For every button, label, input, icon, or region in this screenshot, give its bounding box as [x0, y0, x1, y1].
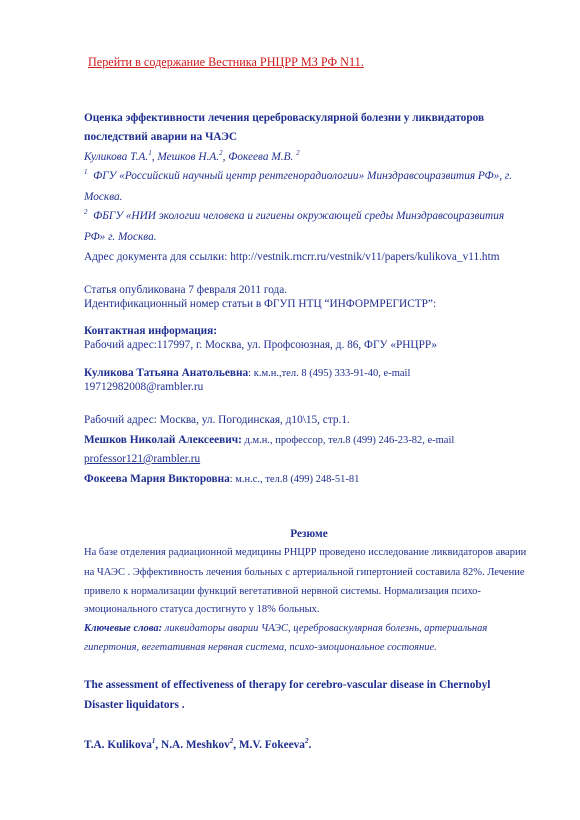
contact-meshkov-info: д.м.н., профессор, тел.8 (499) 246-23-82, e-mail	[241, 435, 455, 446]
affiliation-1-line-2: Москва.	[84, 191, 123, 203]
work-address-1: Рабочий адрес:117997, г. Москва, ул. Профсоюзная, д. 86, ФГУ «РНЦРР»	[84, 339, 438, 351]
keywords-label: Ключевые слова:	[84, 623, 163, 634]
affiliation-2-text: ФБГУ «НИИ экологии человека и гигиены окружающей среды Минздравсоцразвития	[93, 210, 505, 222]
contact-meshkov-email[interactable]: professor121@rambler.ru	[84, 453, 201, 465]
affiliation-1-number: 1	[84, 168, 88, 177]
author-1-affil: 1	[148, 149, 152, 158]
author-2-affil: 2	[219, 149, 223, 158]
resume-line-3: привело к нормализации функций вегетативной нервной системы. Нормализация психо-	[84, 586, 481, 597]
work-address-2: Рабочий адрес: Москва, ул. Погодинская, д10\15, стр.1.	[84, 414, 350, 426]
contact-meshkov-name: Мешков Николай Алексеевич:	[84, 434, 242, 446]
document-address: Адрес документа для ссылки: http://vestnik.rncrr.ru/vestnik/v11/papers/kulikova_v11.htm	[84, 251, 500, 263]
en-author-2-affil: 2	[229, 737, 234, 746]
en-author-3-affil: 2	[304, 737, 309, 746]
resume-line-1: На базе отделения радиационной медицины РНЦРР проведено исследование ликвидаторов аварии	[84, 547, 527, 558]
contact-meshkov	[84, 434, 454, 446]
article-identifier: Идентификационный номер статьи в ФГУП НТЦ “ИНФОРМРЕГИСТР”:	[84, 298, 437, 310]
affiliation-2-number: 2	[84, 208, 88, 217]
resume-heading: Резюме	[290, 528, 328, 540]
affiliation-1-line-1	[84, 170, 540, 182]
contact-kulikova-info: : к.м.н.,тел. 8 (495) 333-91-40, e-mail	[248, 368, 411, 379]
affiliation-2-line-2: РФ» г. Москва.	[84, 231, 157, 243]
article-title-line-2: последствий аварии на ЧАЭС	[84, 131, 238, 143]
journal-contents-link[interactable]: Перейти в содержание Вестника РНЦРР МЗ РФ N11.	[88, 55, 364, 69]
affiliation-1-text: ФГУ «Российский научный центр рентгенорадиологии» Минздравсоцразвития РФ», г.	[93, 170, 512, 182]
author-1: Куликова Т.А.	[84, 151, 149, 163]
english-title-line-1: The assessment of effectiveness of therapy for cerebro-vascular disease in Chernobyl	[84, 679, 491, 691]
keywords-text-1: ликвидаторы аварии ЧАЭС, цереброваскулярная болезнь, артериальная	[162, 623, 488, 634]
en-author-3: , M.V. Fokeeva	[233, 739, 305, 751]
english-authors	[84, 739, 311, 751]
contact-fokeeva-info: : м.н.с., тел.8 (499) 248-51-81	[229, 474, 360, 485]
author-3-affil: 2	[296, 149, 300, 158]
contact-kulikova	[84, 367, 410, 379]
english-title-line-2: Disaster liquidators .	[84, 699, 185, 711]
contact-kulikova-name: Куликова Татьяна Анатольевна	[84, 367, 249, 379]
en-authors-end: .	[308, 739, 312, 751]
en-author-2: , N.A. Meshkov	[155, 739, 230, 751]
resume-line-2: на ЧАЭС . Эффективность лечения больных с артериальной гипертонией составила 82%. Лечение	[84, 567, 525, 578]
author-3: , Фокеева М.В.	[222, 151, 297, 163]
contact-kulikova-email: 19712982008@rambler.ru	[84, 381, 204, 393]
article-title-line-1: Оценка эффективности лечения цереброваскулярной болезни у ликвидаторов	[84, 112, 485, 124]
resume-line-4: эмоционального статуса достигнуто у 18% больных.	[84, 604, 320, 615]
author-2: , Мешков Н.А.	[151, 151, 220, 163]
contact-fokeeva-name: Фокеева Мария Викторовна	[84, 473, 230, 485]
keywords-line-1	[84, 623, 487, 634]
en-author-1-affil: 1	[151, 737, 156, 746]
keywords-line-2: гипертония, вегетативная нервная система, психо-эмоциональное состояние.	[84, 642, 437, 653]
publication-date: Статья опубликована 7 февраля 2011 года.	[84, 284, 288, 296]
authors-ru	[84, 151, 300, 163]
contact-heading: Контактная информация:	[84, 325, 218, 337]
en-author-1: T.A. Kulikova	[84, 739, 152, 751]
affiliation-2-line-1	[84, 210, 540, 222]
contact-fokeeva	[84, 473, 359, 485]
